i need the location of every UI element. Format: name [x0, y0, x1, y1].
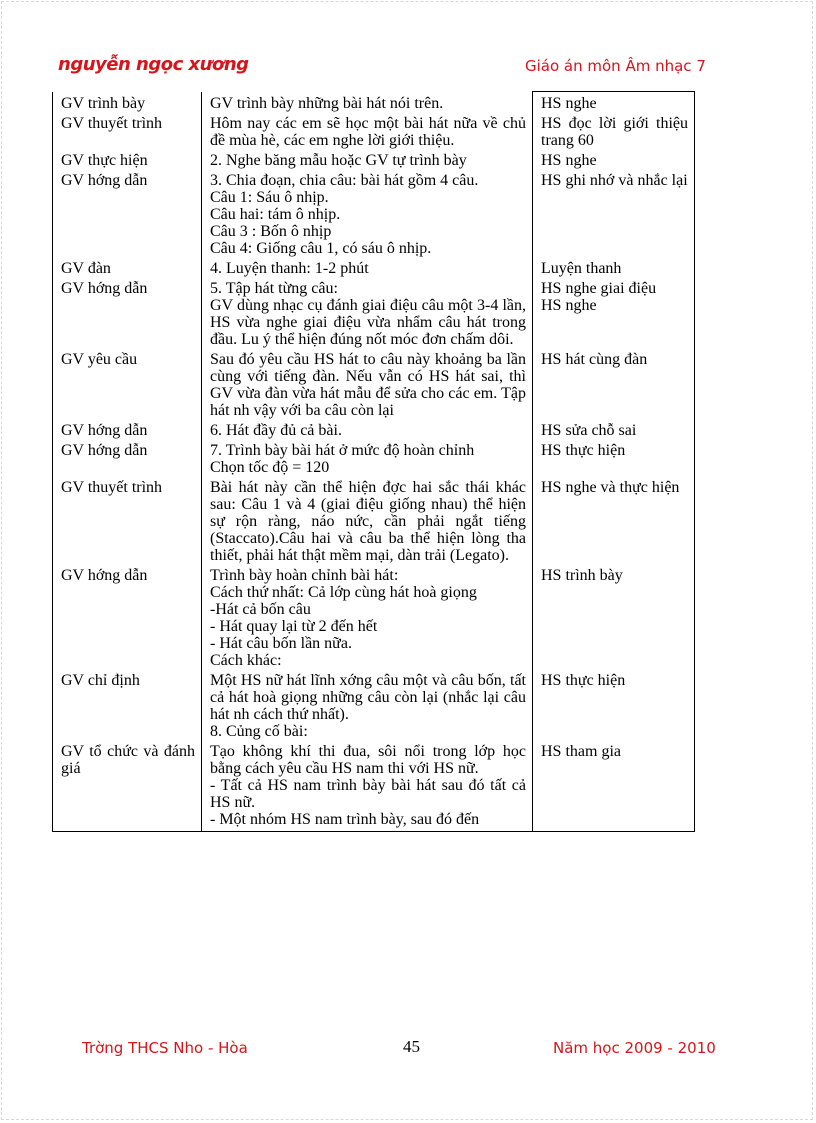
- lesson-content-cell: [202, 92, 533, 116]
- student-activity-line: HS sửa chỗ sai: [541, 422, 637, 439]
- table-row: [53, 442, 695, 479]
- table-row: [53, 152, 695, 172]
- student-activity-cell: [533, 672, 695, 743]
- student-activity-line: HS nghe và thực hiện: [541, 479, 680, 496]
- lesson-content-cell: [202, 479, 533, 567]
- header-subject: Giáo án môn Âm nhạc 7: [525, 57, 706, 75]
- student-activity-cell: [533, 567, 695, 672]
- teacher-activity-cell: [53, 351, 202, 422]
- lesson-table: [52, 91, 695, 832]
- lesson-content-cell: [202, 442, 533, 479]
- footer-school: Trờng THCS Nho - Hòa: [82, 1039, 248, 1057]
- student-activity-line: HS nghe: [541, 297, 597, 314]
- student-activity-cell: [533, 351, 695, 422]
- student-activity-line: HS nghe: [541, 95, 597, 112]
- teacher-activity-cell: [53, 567, 202, 672]
- table-row: [53, 479, 695, 567]
- lesson-content-cell: [202, 152, 533, 172]
- lesson-content-line: Chọn tốc độ = 120: [210, 459, 330, 476]
- table-row: [53, 260, 695, 280]
- lesson-content-line: Câu 4: Giống câu 1, có sáu ô nhịp.: [210, 240, 432, 257]
- table-row: [53, 280, 695, 351]
- table-row: [53, 172, 695, 260]
- table-row: [53, 115, 695, 152]
- student-activity-cell: [533, 743, 695, 832]
- lesson-content-cell: [202, 672, 533, 743]
- student-activity-line: HS hát cùng đàn: [541, 351, 648, 368]
- teacher-activity-cell: [53, 172, 202, 260]
- lesson-content-cell: [202, 351, 533, 422]
- teacher-activity-line: GV yêu cầu: [61, 351, 138, 368]
- teacher-activity-line: GV hớng dẫn: [61, 280, 148, 297]
- table-row: [53, 567, 695, 672]
- lesson-content-line: Cách thứ nhất: Cả lớp cùng hát hoà giọng: [210, 584, 477, 601]
- lesson-content-line: Bài hát này cần thể hiện đợc hai sắc thái khác sau: Câu 1 và 4 (giai điệu giống nhau) thể hiện sự rộn ràng, náo nức, cần phải ngắt tiếng (Staccato).Câu hai và câu ba thể hiện lòng tha thiết, phải hát thật mềm mại, dàn trải (Legato).: [210, 479, 526, 564]
- teacher-activity-line: GV trình bày: [61, 94, 146, 112]
- student-activity-line: HS nghe giai điệu: [541, 280, 657, 297]
- lesson-content-cell: [202, 172, 533, 260]
- student-activity-line: HS trình bày: [541, 567, 623, 584]
- lesson-content-line: GV trình bày những bài hát nói trên.: [210, 94, 444, 112]
- table-row: [53, 743, 695, 832]
- table-row: [53, 351, 695, 422]
- teacher-activity-line: GV hớng dẫn: [61, 442, 148, 459]
- student-activity-cell: [533, 479, 695, 567]
- teacher-activity-cell: [53, 672, 202, 743]
- teacher-activity-cell: [53, 743, 202, 832]
- lesson-content-line: -Hát cả bốn câu: [210, 601, 311, 618]
- lesson-content-line: 6. Hát đầy đủ cả bài.: [210, 422, 342, 439]
- lesson-content-line: Câu 1: Sáu ô nhịp.: [210, 189, 329, 206]
- lesson-content-line: Một HS nữ hát lĩnh xớng câu một và câu bốn, tất cả hát hoà giọng những câu còn lại (nhắc lại câu hát nh cách thứ nhất).: [210, 672, 526, 723]
- teacher-activity-line: GV chỉ định: [61, 672, 140, 689]
- student-activity-line: Luyện thanh: [541, 260, 622, 277]
- lesson-content-line: 3. Chia đoạn, chia câu: bài hát gồm 4 câu.: [210, 172, 479, 189]
- student-activity-cell: [533, 422, 695, 442]
- lesson-content-line: - Tất cả HS nam trình bày bài hát sau đó tất cả HS nữ.: [210, 777, 526, 811]
- lesson-content-line: Cách khác:: [210, 652, 282, 669]
- teacher-activity-cell: [53, 260, 202, 280]
- student-activity-line: HS tham gia: [541, 743, 621, 760]
- student-activity-line: HS thực hiện: [541, 442, 626, 459]
- teacher-activity-line: GV hớng dẫn: [61, 422, 148, 439]
- student-activity-line: HS đọc lời giới thiệu trang 60: [541, 115, 688, 149]
- lesson-content-line: Sau đó yêu cầu HS hát to câu này khoảng ba lần cùng với tiếng đàn. Nếu vẫn có HS hát sai, thì GV vừa đàn vừa hát mẫu để sửa cho các em. Tập hát nh vậy với ba câu còn lại: [210, 351, 526, 419]
- lesson-content-line: Câu 3 : Bốn ô nhịp: [210, 223, 332, 240]
- teacher-activity-line: GV thuyết trình: [61, 115, 163, 132]
- lesson-content-line: 4. Luyện thanh: 1-2 phút: [210, 260, 369, 277]
- lesson-content-line: Câu hai: tám ô nhịp.: [210, 206, 341, 223]
- student-activity-cell: [533, 442, 695, 479]
- teacher-activity-line: GV đàn: [61, 260, 111, 277]
- lesson-content-cell: [202, 422, 533, 442]
- student-activity-line: HS ghi nhớ và nhắc lại: [541, 172, 688, 189]
- student-activity-cell: [533, 92, 695, 116]
- teacher-activity-cell: [53, 280, 202, 351]
- lesson-content-line: - Hát câu bốn lần nữa.: [210, 635, 352, 652]
- lesson-content-cell: [202, 567, 533, 672]
- student-activity-line: HS nghe: [541, 152, 597, 169]
- lesson-table-body: [53, 92, 695, 832]
- page-number: 45: [403, 1037, 420, 1056]
- lesson-content-line: Hôm nay các em sẽ học một bài hát nữa về chủ đề mùa hè, các em nghe lời giới thiệu.: [210, 115, 526, 149]
- lesson-content-cell: [202, 115, 533, 152]
- student-activity-cell: [533, 280, 695, 351]
- lesson-content-line: 7. Trình bày bài hát ở mức độ hoàn chỉnh: [210, 442, 475, 459]
- teacher-activity-cell: [53, 442, 202, 479]
- footer-school-year: Năm học 2009 - 2010: [553, 1039, 716, 1057]
- lesson-content-cell: [202, 280, 533, 351]
- teacher-activity-line: GV hớng dẫn: [61, 567, 148, 584]
- student-activity-cell: [533, 172, 695, 260]
- teacher-activity-cell: [53, 422, 202, 442]
- lesson-content-line: - Hát quay lại từ 2 đến hết: [210, 618, 378, 635]
- student-activity-line: HS thực hiện: [541, 672, 626, 689]
- lesson-content-line: - Một nhóm HS nam trình bày, sau đó đến: [210, 811, 480, 828]
- student-activity-cell: [533, 152, 695, 172]
- header-author: nguyễn ngọc xương: [58, 54, 249, 75]
- lesson-content-line: Trình bày hoàn chỉnh bài hát:: [210, 567, 399, 584]
- table-row: [53, 422, 695, 442]
- teacher-activity-cell: [53, 152, 202, 172]
- teacher-activity-line: GV thuyết trình: [61, 479, 163, 496]
- teacher-activity-line: GV hớng dẫn: [61, 172, 148, 189]
- lesson-content-cell: [202, 260, 533, 280]
- student-activity-cell: [533, 115, 695, 152]
- teacher-activity-cell: [53, 479, 202, 567]
- student-activity-cell: [533, 260, 695, 280]
- teacher-activity-line: GV tổ chức và đánh giá: [61, 743, 195, 777]
- teacher-activity-line: GV thực hiện: [61, 152, 148, 169]
- teacher-activity-cell: [53, 115, 202, 152]
- lesson-content-line: GV dùng nhạc cụ đánh giai điệu câu một 3-4 lần, HS vừa nghe giai điệu vừa nhẩm câu hát trong đầu. Lu ý thể hiện đúng nốt móc đơn chấm dôi.: [210, 297, 526, 348]
- lesson-content-line: 5. Tập hát từng câu:: [210, 280, 338, 297]
- teacher-activity-cell: [53, 92, 202, 116]
- lesson-content-cell: [202, 743, 533, 832]
- lesson-content-line: 2. Nghe băng mẫu hoặc GV tự trình bày: [210, 152, 467, 169]
- lesson-content-line: Tạo không khí thi đua, sôi nổi trong lớp học bằng cách yêu cầu HS nam thi với HS nữ.: [210, 743, 526, 777]
- table-row: [53, 92, 695, 116]
- table-row: [53, 672, 695, 743]
- lesson-content-line: 8. Củng cố bài:: [210, 723, 308, 740]
